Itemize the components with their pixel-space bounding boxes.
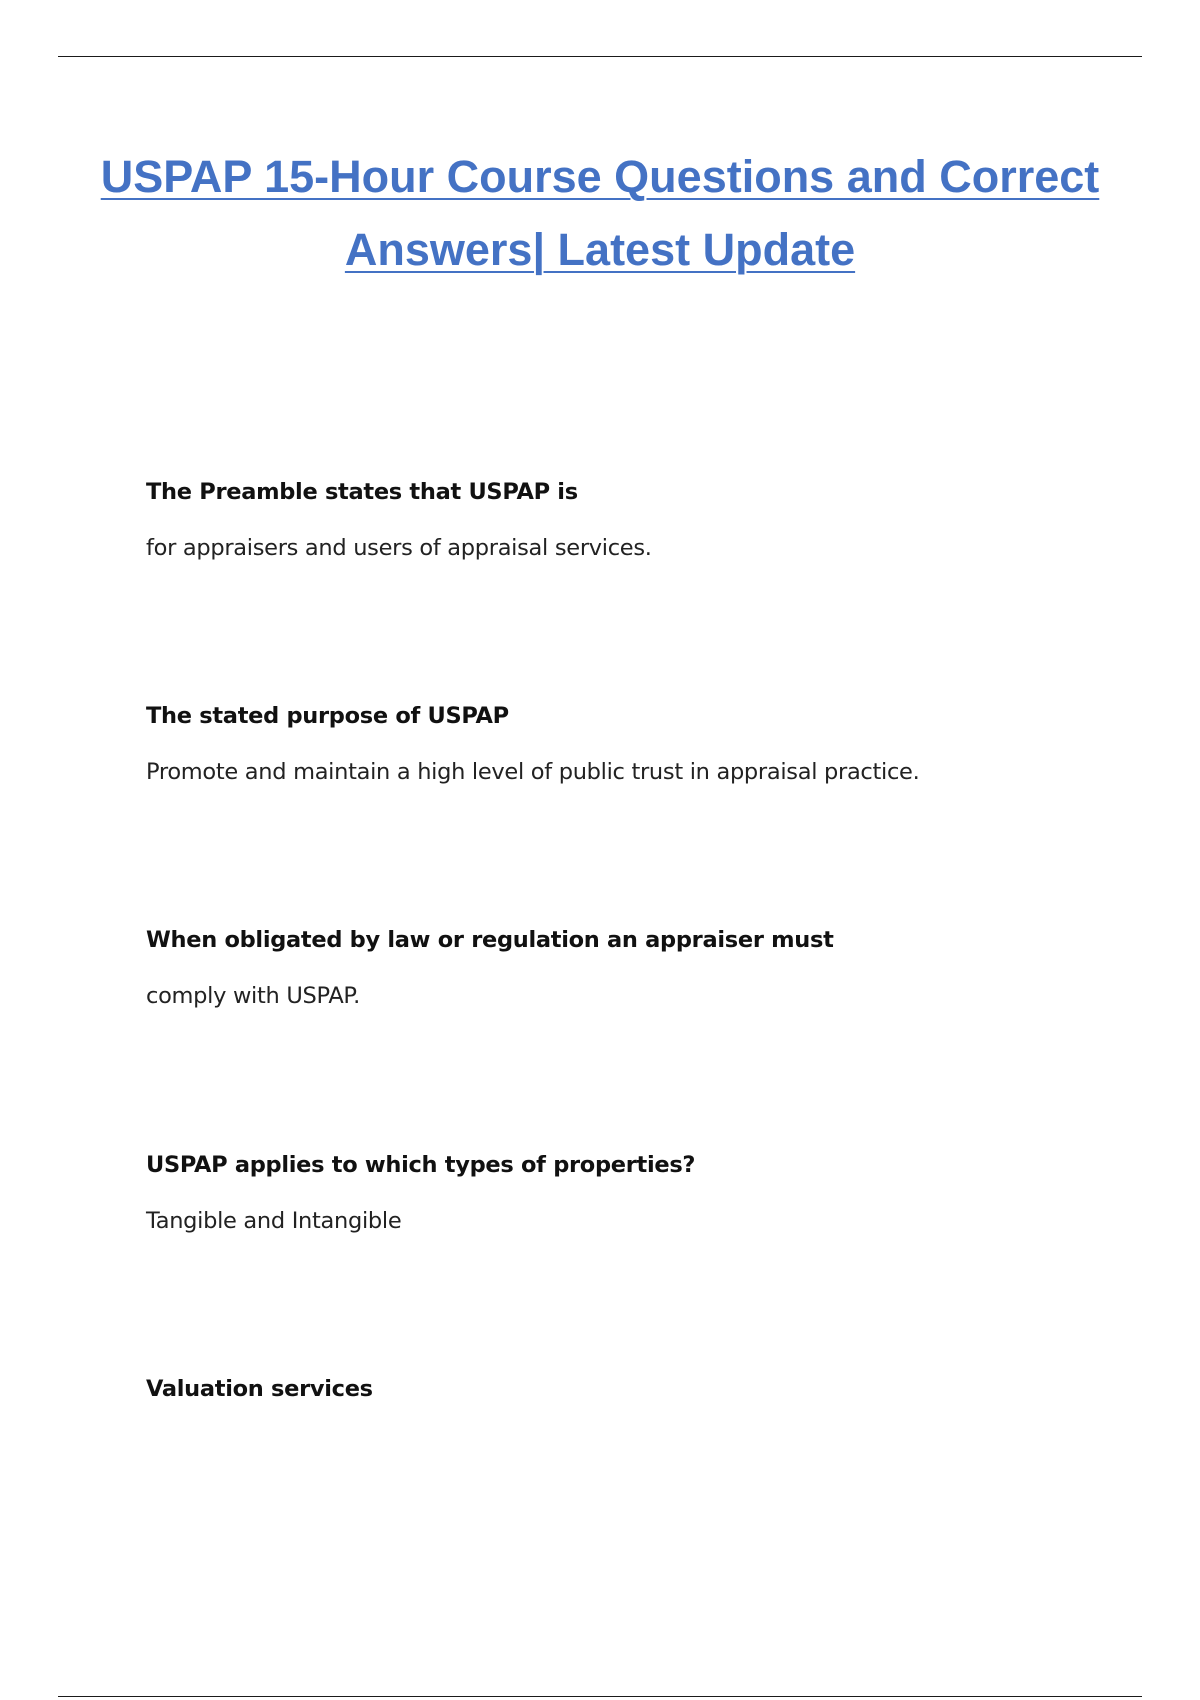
footer-rule — [58, 1696, 1142, 1697]
question-text: Valuation services — [146, 1376, 373, 1402]
answer-text: Tangible and Intangible — [146, 1208, 402, 1234]
question-text: USPAP applies to which types of properties? — [146, 1152, 696, 1178]
qa-item-2 — [146, 701, 1106, 787]
answer-text: Promote and maintain a high level of public trust in appraisal practice. — [146, 759, 920, 785]
qa-item-3 — [146, 925, 1106, 1011]
qa-item-4 — [146, 1150, 1106, 1236]
question-text: The Preamble states that USPAP is — [146, 479, 578, 505]
document-title: USPAP 15-Hour Course Questions and Correct Answers| Latest Update — [100, 151, 1100, 275]
answer-text: comply with USPAP. — [146, 983, 361, 1009]
header-rule — [58, 56, 1142, 57]
answer-text: for appraisers and users of appraisal services. — [146, 535, 652, 561]
question-text: The stated purpose of USPAP — [146, 703, 509, 729]
qa-item-1 — [146, 477, 1106, 563]
question-text: When obligated by law or regulation an appraiser must — [146, 927, 834, 953]
qa-item-5 — [146, 1374, 1106, 1430]
